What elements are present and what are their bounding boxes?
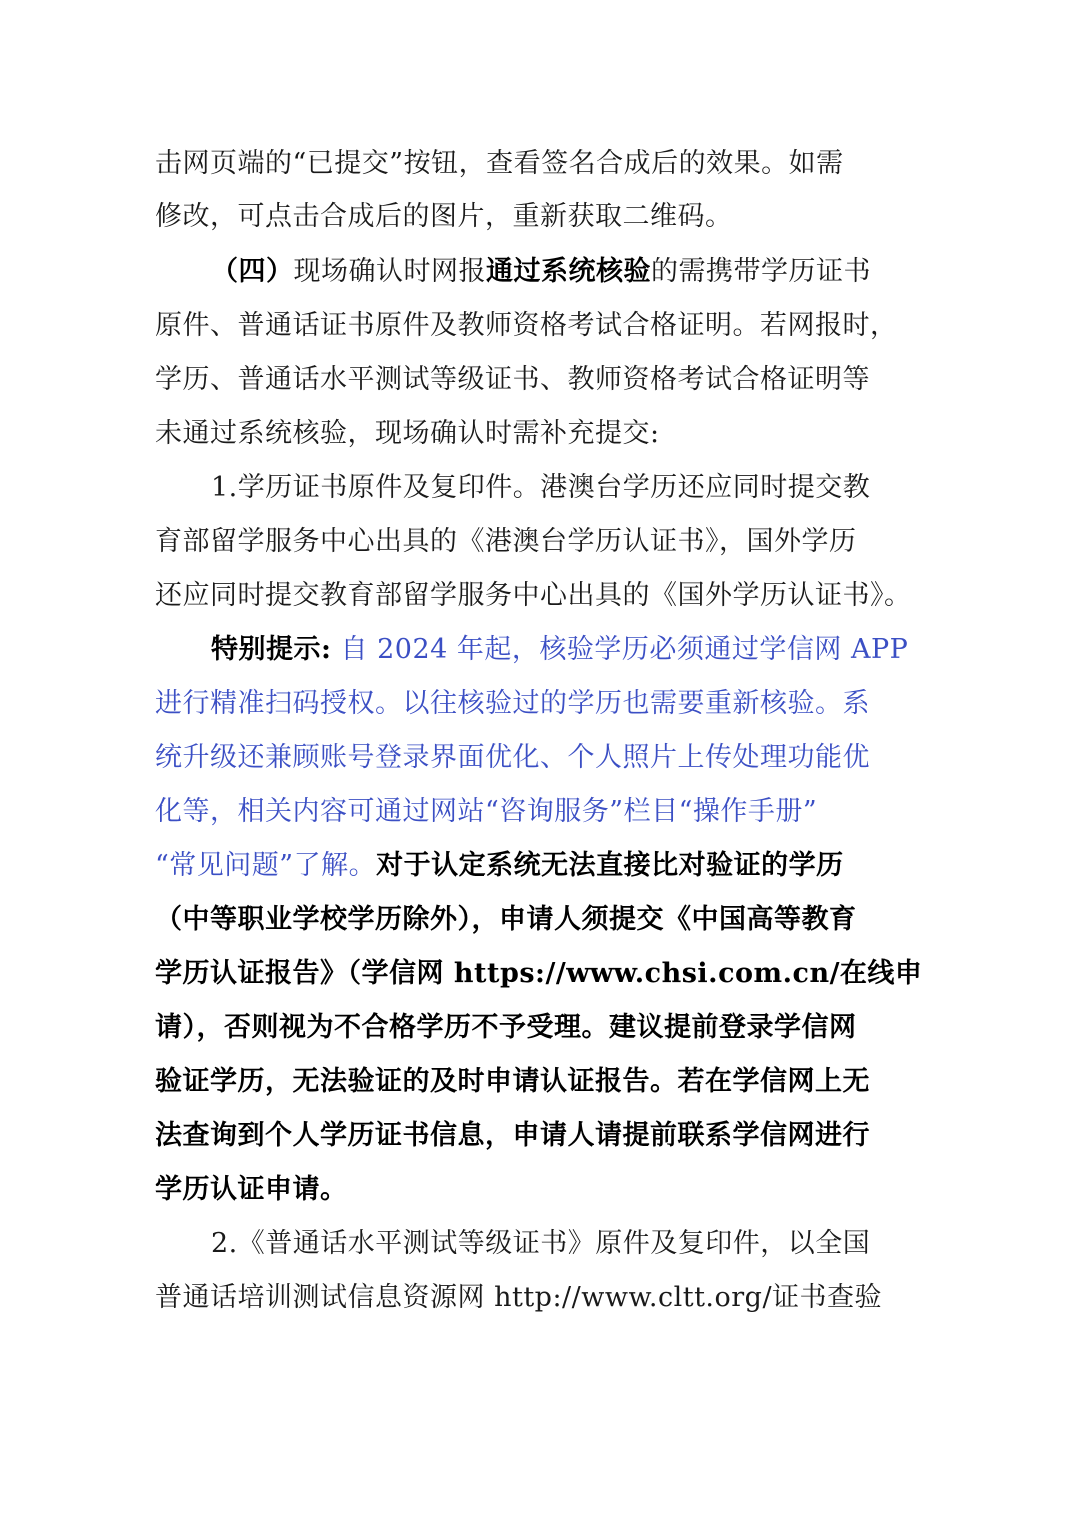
bold-line bbox=[155, 954, 922, 994]
list-item-line bbox=[211, 468, 870, 508]
bold-text: 对于认定系统无法直接比对验证的学历 bbox=[376, 850, 844, 881]
text-span: 击网页端的“已提交”按钮，查看签名合成后的效果。如需 bbox=[155, 148, 844, 179]
text-span: 普通话培训测试信息资源网 http://www.cltt.org/证书查验 bbox=[155, 1282, 883, 1313]
paragraph-line bbox=[155, 522, 857, 562]
bold-text: 法查询到个人学历证书信息，申请人请提前联系学信网进行 bbox=[155, 1120, 870, 1151]
bold-line bbox=[155, 1008, 857, 1048]
text-span: 1.学历证书原件及复印件。港澳台学历还应同时提交教 bbox=[211, 472, 871, 503]
text-span: 还应同时提交教育部留学服务中心出具的《国外学历认证书》。 bbox=[155, 580, 912, 611]
notice-text: 进行精准扫码授权。以往核验过的学历也需要重新核验。系 bbox=[155, 688, 870, 719]
paragraph-line bbox=[155, 360, 870, 400]
bold-text: 学历认证报告》（学信网 https://www.chsi.com.cn/在线申 bbox=[155, 958, 923, 989]
text-span: 学历、普通话水平测试等级证书、教师资格考试合格证明等 bbox=[155, 364, 870, 395]
bold-text: 学历认证申请。 bbox=[155, 1174, 348, 1205]
section-number: （四） bbox=[211, 256, 294, 287]
bold-line bbox=[155, 900, 857, 940]
text-span: 育部留学服务中心出具的《港澳台学历认证书》，国外学历 bbox=[155, 526, 857, 557]
paragraph-line bbox=[155, 1278, 882, 1318]
text-span: 的需携带学历证书 bbox=[651, 256, 871, 287]
bold-line bbox=[155, 1062, 870, 1102]
section-heading-line bbox=[211, 252, 871, 292]
notice-label: 特别提示: bbox=[211, 634, 332, 665]
notice-line bbox=[211, 630, 908, 670]
bold-text: （中等职业学校学历除外），申请人须提交《中国高等教育 bbox=[155, 904, 857, 935]
notice-text: “常见问题”了解。 bbox=[155, 850, 377, 881]
bold-text: 请），否则视为不合格学历不予受理。建议提前登录学信网 bbox=[155, 1012, 857, 1043]
bold-text: 验证学历，无法验证的及时申请认证报告。若在学信网上无 bbox=[155, 1066, 870, 1097]
notice-text: 统升级还兼顾账号登录界面优化、个人照片上传处理功能优 bbox=[155, 742, 870, 773]
paragraph-line bbox=[155, 306, 898, 346]
notice-text: 化等，相关内容可通过网站“咨询服务”栏目“操作手册” bbox=[155, 796, 818, 827]
bold-line bbox=[155, 1170, 348, 1210]
text-span: 2.《普通话水平测试等级证书》原件及复印件，以全国 bbox=[211, 1228, 871, 1259]
notice-line bbox=[155, 792, 817, 832]
text-span: 原件、普通话证书原件及教师资格考试合格证明。若网报时， bbox=[155, 310, 898, 341]
paragraph-line bbox=[155, 576, 912, 616]
text-span: 现场确认时网报 bbox=[293, 256, 486, 287]
paragraph-line bbox=[155, 197, 733, 237]
notice-line bbox=[155, 846, 844, 886]
notice-line bbox=[155, 738, 870, 778]
list-item-line bbox=[211, 1224, 870, 1264]
paragraph-line bbox=[155, 414, 660, 454]
bold-line bbox=[155, 1116, 870, 1156]
notice-text: 自 2024 年起，核验学历必须通过学信网 APP bbox=[331, 634, 909, 665]
text-span: 未通过系统核验，现场确认时需补充提交: bbox=[155, 418, 660, 449]
text-span: 修改，可点击合成后的图片，重新获取二维码。 bbox=[155, 201, 733, 232]
bold-text: 通过系统核验 bbox=[486, 256, 651, 287]
notice-line bbox=[155, 684, 870, 724]
paragraph-line bbox=[155, 144, 844, 184]
